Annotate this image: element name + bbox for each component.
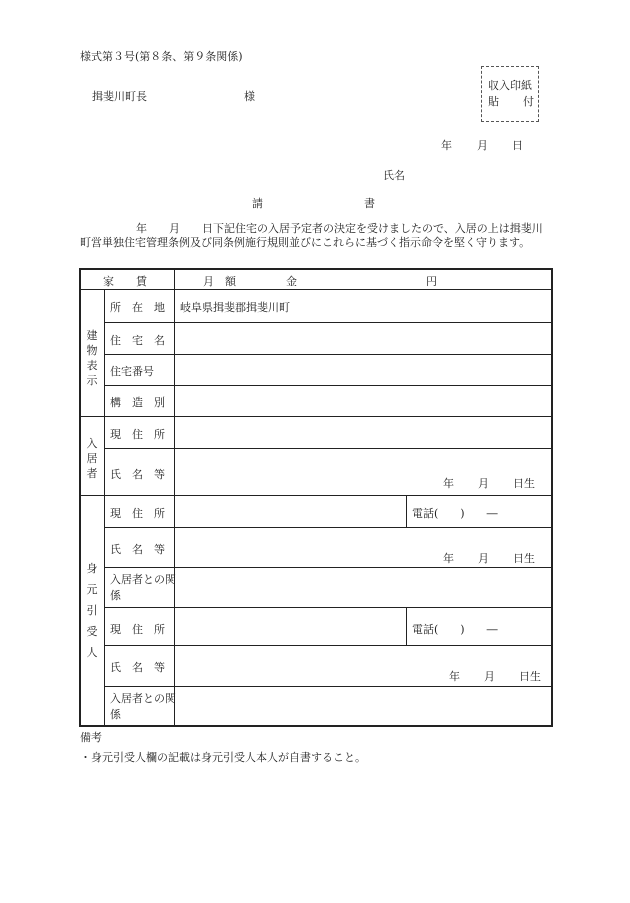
stamp-label-a: 貼 xyxy=(488,95,499,108)
date-month: 月 xyxy=(477,139,488,152)
guarantor2-name-label: 氏 名 等 xyxy=(110,661,165,674)
resident-name-label: 氏 名 等 xyxy=(110,468,165,481)
guarantor1-birth-month: 月 xyxy=(478,552,489,565)
rent-monthly-label: 月 額 xyxy=(203,275,236,288)
guarantor-group-label: 身元引受人 xyxy=(86,562,98,659)
intro-text xyxy=(80,222,552,250)
intro-year: 年 xyxy=(136,222,147,235)
addressee: 揖斐川町長 xyxy=(92,90,147,103)
form-number: 様式第３号(第８条、第９条関係) xyxy=(80,50,243,63)
stamp-label: 収入印紙 xyxy=(488,79,532,92)
intro-month: 月 xyxy=(169,222,180,235)
pledge-table xyxy=(79,268,553,727)
date-year: 年 xyxy=(441,139,452,152)
rent-label: 家 賃 xyxy=(103,275,147,288)
guarantor2-birth-month: 月 xyxy=(484,670,495,683)
stamp-label-b: 付 xyxy=(523,95,534,108)
guarantor2-address-label: 現 住 所 xyxy=(110,623,165,636)
resident-group-label: 入居者 xyxy=(86,437,98,480)
guarantor2-birth-year: 年 xyxy=(449,670,460,683)
guarantor2-phone: 電話( ) ― xyxy=(412,623,498,636)
guarantor1-birth-day: 日生 xyxy=(513,552,535,565)
location-value: 岐阜県揖斐郡揖斐川町 xyxy=(180,301,290,314)
guarantor1-phone: 電話( ) ― xyxy=(412,507,498,520)
guarantor1-address-label: 現 住 所 xyxy=(110,507,165,520)
resident-address-label: 現 住 所 xyxy=(110,428,165,441)
revenue-stamp-box xyxy=(481,66,539,122)
guarantor2-birth-day: 日生 xyxy=(519,670,541,683)
applicant-name-label: 氏名 xyxy=(383,169,405,182)
intro-body: 日下記住宅の入居予定者の決定を受けましたので、入居の上は揖斐川町営単独住宅管理条例及び同条例施行規則並びにこれらに基づく指示命令を堅く守ります。 xyxy=(80,222,543,249)
remarks-note: ・身元引受人欄の記載は身元引受人本人が自書すること。 xyxy=(80,751,366,764)
honorific: 様 xyxy=(244,90,255,103)
remarks-heading: 備考 xyxy=(80,731,102,744)
resident-birth-month: 月 xyxy=(478,477,489,490)
guarantor1-name-label: 氏 名 等 xyxy=(110,543,165,556)
rent-yen-label: 円 xyxy=(426,275,437,288)
date-day: 日 xyxy=(512,139,523,152)
guarantor2-relation-label: 入居者との関係 xyxy=(110,692,176,721)
rent-amount-label: 金 xyxy=(286,275,297,288)
building-group-label: 建物表示 xyxy=(86,329,98,387)
house-number-label: 住宅番号 xyxy=(110,365,154,378)
guarantor1-birth-year: 年 xyxy=(443,552,454,565)
title-char-1: 請 xyxy=(252,197,263,210)
structure-label: 構 造 別 xyxy=(110,396,165,409)
location-label: 所 在 地 xyxy=(110,301,165,314)
guarantor1-relation-label: 入居者との関係 xyxy=(110,573,176,602)
resident-birth-day: 日生 xyxy=(513,477,535,490)
title-char-2: 書 xyxy=(364,197,375,210)
resident-birth-year: 年 xyxy=(443,477,454,490)
house-name-label: 住 宅 名 xyxy=(110,334,165,347)
